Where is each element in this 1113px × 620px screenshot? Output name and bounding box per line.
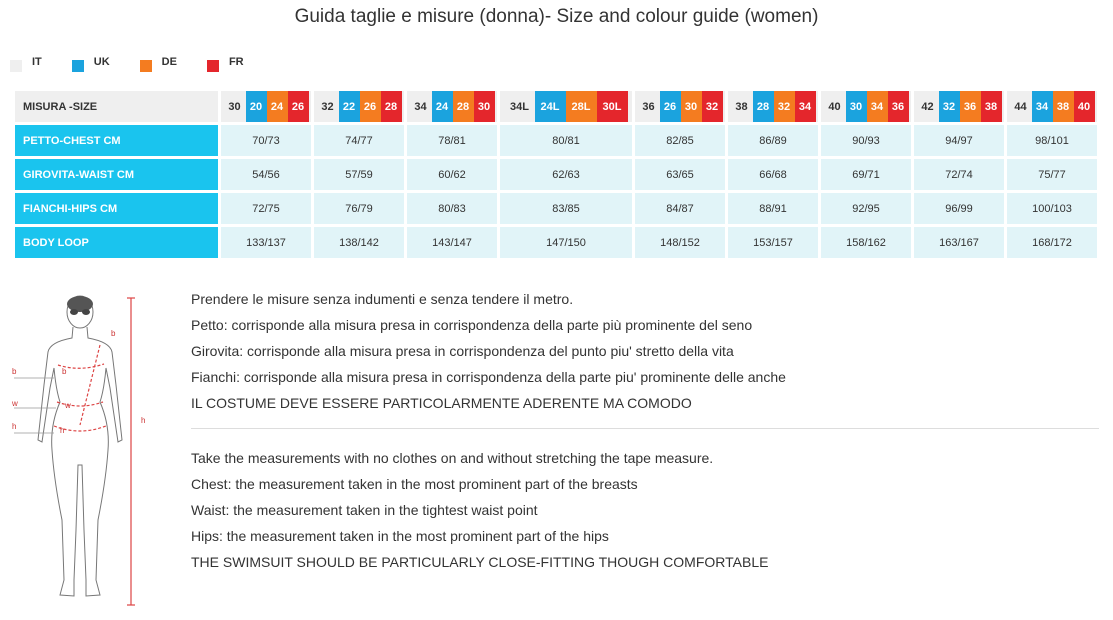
measure-value: 168/172: [1007, 227, 1097, 258]
measure-value: 88/91: [728, 193, 818, 224]
legend-label-it: IT: [32, 56, 42, 68]
measure-value: 133/137: [221, 227, 311, 258]
size-it: 36: [642, 100, 655, 113]
measure-value: 63/65: [635, 159, 725, 190]
size-table: [12, 88, 1100, 261]
body-measurement-figure: [10, 290, 170, 610]
instruction-line-it: Prendere le misure senza indumenti e senza tendere il metro.: [191, 291, 574, 307]
instruction-line-en: Take the measurements with no clothes on and without stretching the tape measure.: [191, 450, 714, 466]
instruction-line-it: IL COSTUME DEVE ESSERE PARTICOLARMENTE ADERENTE MA COMODO: [191, 395, 692, 411]
size-fr: 26: [288, 91, 309, 122]
measure-value: 72/74: [914, 159, 1004, 190]
label-h-hips: h: [60, 426, 65, 435]
measure-row: [15, 125, 1097, 156]
measure-value: 86/89: [728, 125, 818, 156]
size-fr: 30: [474, 91, 495, 122]
size-header-cell: [221, 91, 311, 122]
instruction-line-it: Girovita: corrisponde alla misura presa in corrispondenza del punto piu' stretto della vita: [191, 343, 734, 359]
instruction-line-en: Waist: the measurement taken in the tightest waist point: [191, 502, 538, 518]
size-uk: 22: [339, 91, 360, 122]
measure-value: 143/147: [407, 227, 497, 258]
waist-measure-line: [57, 402, 103, 406]
size-it: 42: [921, 100, 934, 113]
measure-value: 83/85: [500, 193, 632, 224]
measure-value: 69/71: [821, 159, 911, 190]
measure-value: 74/77: [314, 125, 404, 156]
label-b-bust: b: [62, 367, 67, 376]
instruction-line-it: Petto: corrisponde alla misura presa in corrispondenza della parte più prominente del seno: [191, 317, 753, 333]
measure-label: GIROVITA-WAIST CM: [15, 159, 218, 190]
label-h-left: h: [12, 422, 17, 431]
size-header-cell: [635, 91, 725, 122]
legend-label-uk: UK: [93, 56, 110, 68]
size-uk: 28: [753, 91, 774, 122]
size-it: 34: [414, 100, 427, 113]
measure-value: 147/150: [500, 227, 632, 258]
size-it: 34L: [510, 100, 529, 113]
cap-icon: [67, 296, 93, 312]
size-uk: 30: [846, 91, 867, 122]
measure-value: 148/152: [635, 227, 725, 258]
measure-value: 82/85: [635, 125, 725, 156]
measure-value: 163/167: [914, 227, 1004, 258]
body-loop-line: [80, 345, 100, 425]
size-header-label: MISURA -SIZE: [15, 91, 218, 122]
divider: [191, 428, 1099, 429]
size-fr: 38: [981, 91, 1002, 122]
legend-swatch-de: [140, 60, 152, 72]
measure-value: 76/79: [314, 193, 404, 224]
size-fr: 32: [702, 91, 723, 122]
measure-value: 84/87: [635, 193, 725, 224]
size-it: 40: [828, 100, 841, 113]
measure-label: BODY LOOP: [15, 227, 218, 258]
measure-value: 96/99: [914, 193, 1004, 224]
instruction-line-en: THE SWIMSUIT SHOULD BE PARTICULARLY CLOSE-FITTING THOUGH COMFORTABLE: [191, 554, 769, 570]
instruction-line-en: Hips: the measurement taken in the most prominent part of the hips: [191, 528, 609, 544]
size-uk: 34: [1032, 91, 1053, 122]
figure-body-outline: [38, 327, 122, 596]
label-w-waist: w: [65, 401, 71, 410]
size-de: 38: [1053, 91, 1074, 122]
size-it: 44: [1014, 100, 1027, 113]
size-de: 32: [774, 91, 795, 122]
instruction-line-en: Chest: the measurement taken in the most prominent part of the breasts: [191, 476, 638, 492]
instructions-english: [191, 449, 1099, 579]
measure-value: 54/56: [221, 159, 311, 190]
measure-label: PETTO-CHEST CM: [15, 125, 218, 156]
size-header-cell: [500, 91, 632, 122]
legend-label-fr: FR: [228, 56, 244, 68]
measure-value: 57/59: [314, 159, 404, 190]
measure-label: FIANCHI-HIPS CM: [15, 193, 218, 224]
size-de: 28L: [566, 91, 597, 122]
label-b-right: b: [111, 329, 116, 338]
size-table-body: [15, 91, 1097, 258]
label-b-left: b: [12, 367, 17, 376]
measure-value: 90/93: [821, 125, 911, 156]
size-de: 26: [360, 91, 381, 122]
size-fr: 36: [888, 91, 909, 122]
size-uk: 20: [246, 91, 267, 122]
legend-swatch-fr: [207, 60, 219, 72]
label-h-right: h: [141, 416, 146, 425]
size-it: 30: [228, 100, 241, 113]
size-it: 38: [735, 100, 748, 113]
measure-value: 153/157: [728, 227, 818, 258]
size-header-cell: [728, 91, 818, 122]
measure-value: 98/101: [1007, 125, 1097, 156]
measure-row: [15, 227, 1097, 258]
legend-swatch-it: [10, 60, 22, 72]
size-de: 30: [681, 91, 702, 122]
size-fr: 30L: [597, 91, 628, 122]
measure-value: 94/97: [914, 125, 1004, 156]
measure-value: 100/103: [1007, 193, 1097, 224]
measure-row: [15, 159, 1097, 190]
measure-value: 60/62: [407, 159, 497, 190]
label-w-left: w: [12, 399, 18, 408]
legend-label-de: DE: [161, 56, 177, 68]
size-header-cell: [914, 91, 1004, 122]
size-de: 36: [960, 91, 981, 122]
measure-value: 92/95: [821, 193, 911, 224]
measure-value: 80/83: [407, 193, 497, 224]
size-uk: 24L: [535, 91, 566, 122]
page-title: Guida taglie e misure (donna)- Size and colour guide (women): [294, 6, 819, 27]
measure-value: 78/81: [407, 125, 497, 156]
measure-value: 80/81: [500, 125, 632, 156]
measure-value: 66/68: [728, 159, 818, 190]
size-fr: 34: [795, 91, 816, 122]
measure-value: 138/142: [314, 227, 404, 258]
measure-value: 62/63: [500, 159, 632, 190]
legend-swatch-uk: [72, 60, 84, 72]
size-uk: 32: [939, 91, 960, 122]
measure-value: 158/162: [821, 227, 911, 258]
measure-value: 70/73: [221, 125, 311, 156]
measure-row: [15, 193, 1097, 224]
size-header-cell: [407, 91, 497, 122]
measurement-instructions: [191, 290, 1099, 579]
size-uk: 26: [660, 91, 681, 122]
size-it: 32: [321, 100, 334, 113]
size-de: 34: [867, 91, 888, 122]
size-de: 24: [267, 91, 288, 122]
size-de: 28: [453, 91, 474, 122]
country-legend: [10, 56, 274, 72]
size-fr: 40: [1074, 91, 1095, 122]
instruction-line-it: Fianchi: corrisponde alla misura presa in corrispondenza della parte piu' prominente delle anche: [191, 369, 786, 385]
measure-value: 75/77: [1007, 159, 1097, 190]
size-header-cell: [314, 91, 404, 122]
size-fr: 28: [381, 91, 402, 122]
size-header-row: [15, 91, 1097, 122]
instructions-italian: [191, 290, 1099, 420]
size-header-cell: [1007, 91, 1097, 122]
size-uk: 24: [432, 91, 453, 122]
measure-value: 72/75: [221, 193, 311, 224]
size-header-cell: [821, 91, 911, 122]
